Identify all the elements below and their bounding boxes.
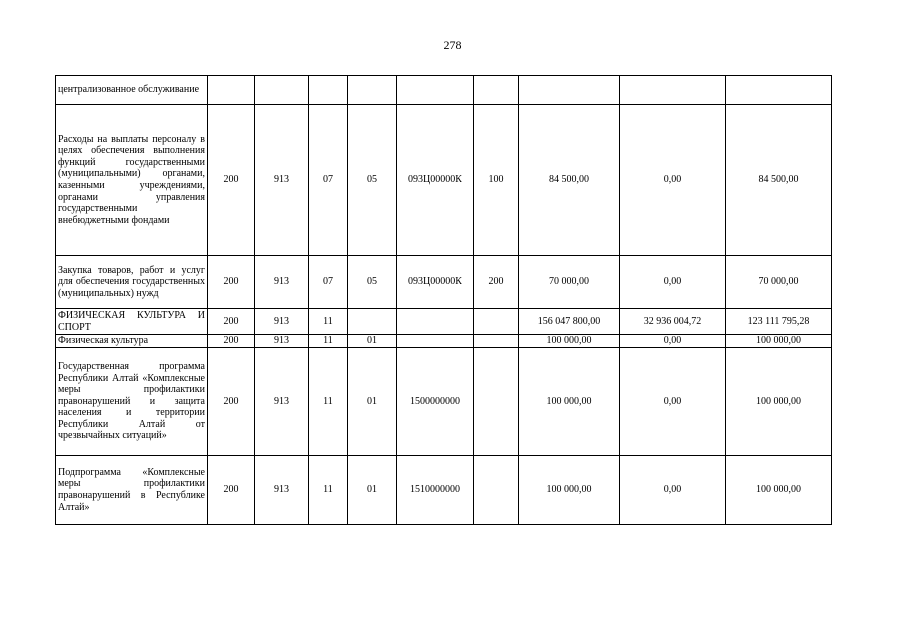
- cell-c3: 07: [309, 105, 348, 256]
- cell-c3: 11: [309, 309, 348, 335]
- cell-c5: 093Ц00000К: [397, 105, 474, 256]
- cell-v1: 70 000,00: [519, 256, 620, 309]
- cell-c2: [255, 76, 309, 105]
- cell-c2: 913: [255, 348, 309, 456]
- cell-c6: 100: [474, 105, 519, 256]
- cell-v3: 100 000,00: [726, 348, 832, 456]
- cell-v2: 0,00: [620, 335, 726, 348]
- cell-c2: 913: [255, 335, 309, 348]
- cell-v2: 0,00: [620, 256, 726, 309]
- cell-v1: [519, 76, 620, 105]
- cell-c1: 200: [208, 105, 255, 256]
- cell-c4: 01: [348, 335, 397, 348]
- table-row: [56, 335, 832, 348]
- cell-c3: 11: [309, 348, 348, 456]
- cell-c6: [474, 309, 519, 335]
- row-name: Подпрограмма «Комплексные меры профилактики правонарушений в Республике Алтай»: [56, 456, 208, 525]
- row-name: Закупка товаров, работ и услуг для обеспечения государственных (муниципальных) нужд: [56, 256, 208, 309]
- cell-c6: [474, 456, 519, 525]
- cell-v3: 100 000,00: [726, 335, 832, 348]
- cell-c4: [348, 76, 397, 105]
- cell-c1: 200: [208, 256, 255, 309]
- cell-c4: 01: [348, 348, 397, 456]
- cell-c5: 1510000000: [397, 456, 474, 525]
- cell-c3: 11: [309, 456, 348, 525]
- page-number: 278: [443, 38, 462, 52]
- cell-c6: [474, 335, 519, 348]
- cell-c4: [348, 309, 397, 335]
- cell-v1: 156 047 800,00: [519, 309, 620, 335]
- cell-c4: 05: [348, 256, 397, 309]
- cell-c6: [474, 348, 519, 456]
- cell-c3: [309, 76, 348, 105]
- cell-v3: 123 111 795,28: [726, 309, 832, 335]
- budget-table: [55, 75, 832, 525]
- cell-c5: 1500000000: [397, 348, 474, 456]
- cell-v2: 0,00: [620, 348, 726, 456]
- cell-v1: 100 000,00: [519, 335, 620, 348]
- row-name: централизованное обслуживание: [56, 76, 208, 105]
- cell-c6: 200: [474, 256, 519, 309]
- row-name: Физическая культура: [56, 335, 208, 348]
- cell-v3: 70 000,00: [726, 256, 832, 309]
- cell-c3: 07: [309, 256, 348, 309]
- cell-c2: 913: [255, 309, 309, 335]
- cell-c5: [397, 76, 474, 105]
- table-row: [56, 256, 832, 309]
- row-name: Расходы на выплаты персоналу в целях обеспечения выполнения функций государственными (муниципальными) органами, казенными учреждениями, органами управления государственными внебюджетными фондами: [56, 105, 208, 256]
- cell-v3: 84 500,00: [726, 105, 832, 256]
- cell-v1: 84 500,00: [519, 105, 620, 256]
- table-row: [56, 76, 832, 105]
- cell-c1: 200: [208, 309, 255, 335]
- cell-v1: 100 000,00: [519, 456, 620, 525]
- cell-c2: 913: [255, 456, 309, 525]
- cell-v3: [726, 76, 832, 105]
- table-row: [56, 105, 832, 256]
- cell-c5: [397, 309, 474, 335]
- cell-c1: [208, 76, 255, 105]
- cell-v1: 100 000,00: [519, 348, 620, 456]
- cell-c2: 913: [255, 256, 309, 309]
- cell-v2: 0,00: [620, 105, 726, 256]
- cell-c1: 200: [208, 456, 255, 525]
- cell-c6: [474, 76, 519, 105]
- cell-v2: 32 936 004,72: [620, 309, 726, 335]
- row-name: Государственная программа Республики Алтай «Комплексные меры профилактики правонарушений и защита населения и территории Республики Алтай от чрезвычайных ситуаций»: [56, 348, 208, 456]
- cell-v2: 0,00: [620, 456, 726, 525]
- table-row: [56, 456, 832, 525]
- cell-v3: 100 000,00: [726, 456, 832, 525]
- cell-c2: 913: [255, 105, 309, 256]
- cell-c5: 093Ц00000К: [397, 256, 474, 309]
- cell-c1: 200: [208, 348, 255, 456]
- cell-c3: 11: [309, 335, 348, 348]
- cell-c5: [397, 335, 474, 348]
- table-row: [56, 348, 832, 456]
- cell-v2: [620, 76, 726, 105]
- cell-c4: 05: [348, 105, 397, 256]
- table-row: [56, 309, 832, 335]
- cell-c1: 200: [208, 335, 255, 348]
- cell-c4: 01: [348, 456, 397, 525]
- row-name: ФИЗИЧЕСКАЯ КУЛЬТУРА И СПОРТ: [56, 309, 208, 335]
